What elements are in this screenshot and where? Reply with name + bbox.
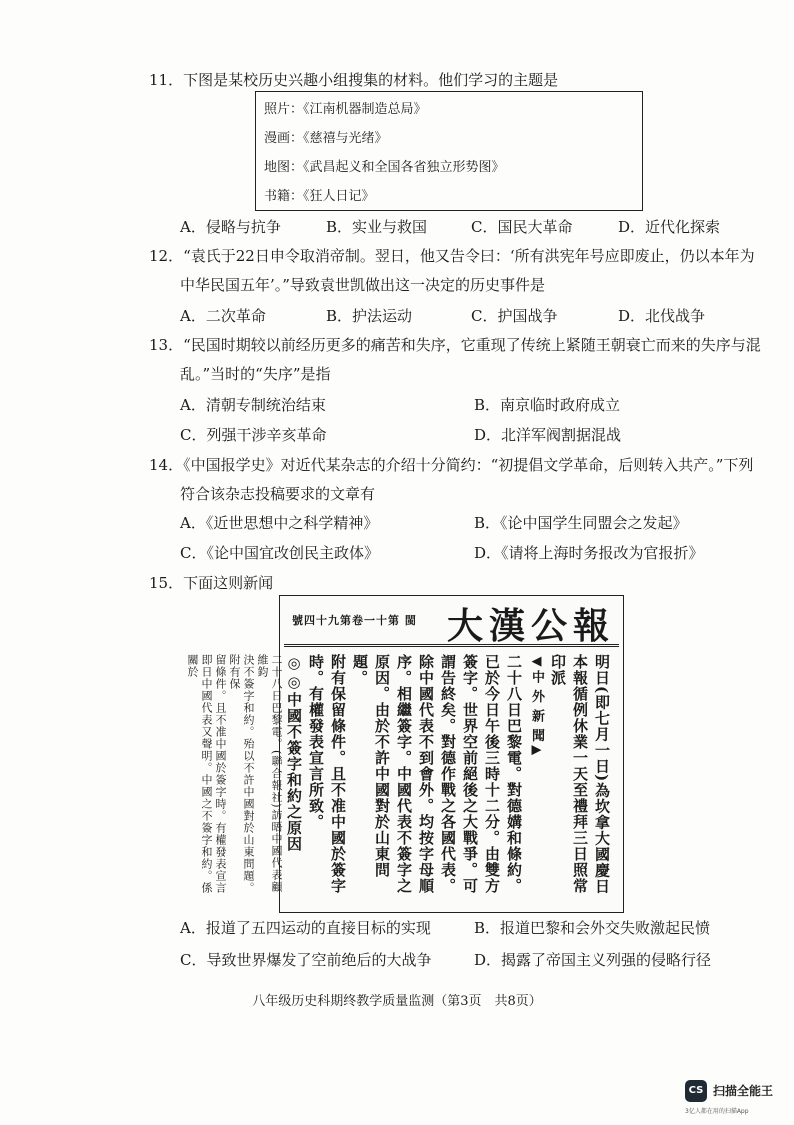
q14-stem-line1: 14．《中国报学史》对近代某杂志的介绍十分简约：“初提倡文学革命，后则转入共产。”下列 [149,456,754,474]
news-column: 印派 [549,654,567,686]
news-column: 簽字。世界空前絕後之大戰爭。可 [461,654,479,894]
q12-option-a: A．二次革命 [180,307,266,325]
q11-option-d: D．近代化探索 [618,218,721,236]
q12-option-d: D．北伐战争 [618,307,706,325]
q12-option-c: C．护国战争 [471,307,558,325]
q11-material-photo: 照片：《江南机器制造总局》 [264,102,427,117]
news-column: 序。相繼簽字。中國代表不簽字之 [395,654,413,894]
q13-stem-line1: 13．“民国时期较以前经历更多的痛苦和失序，它重现了传统上紧随王朝衰亡而来的失序与混 [149,336,761,354]
news-column: 謂告終矣。對德作戰之各國代表。 [439,654,457,894]
q14-option-c: C．《论中国宜改创民主政体》 [180,544,379,562]
q11-option-c: C．国民大革命 [471,218,573,236]
news-column-small: 留條件。且不准中國於簽字時。有權發表宣言 [214,654,227,894]
q11-material-book: 书籍：《狂人日记》 [264,189,375,204]
q15-option-c: C．导致世界爆发了空前绝后的大战争 [180,951,432,969]
news-column: 附有保留條件。且不准中國於簽字 [329,654,347,894]
q14-option-d: D．《请将上海时务报改为官报折》 [474,544,704,562]
camscanner-logo-icon: CS [685,1080,707,1102]
q11-stem: 11．下图是某校历史兴趣小组搜集的材料。他们学习的主题是 [149,71,559,89]
q14-option-a: A．《近世思想中之科学精神》 [180,514,379,532]
news-column: 明日(即七月一日)為坎拿大國慶日 [593,654,611,895]
news-column-headline: ◎◎中國不簽字和約之原因 [285,654,303,852]
page-footer: 八年级历史科期终教学质量监测（第3页 共8页） [252,994,542,1009]
q13-option-b: B．南京临时政府成立 [474,396,621,414]
news-column: 原因。由於不許中國對於山東問題。 [351,654,391,878]
q11-material-map: 地图：《武昌起义和全国各省独立形势图》 [264,160,505,175]
q13-option-d: D．北洋军阀割据混战 [474,426,622,444]
scanner-tagline: 3亿人都在用的扫描App [685,1108,749,1115]
q15-option-b: B．报道巴黎和会外交失败激起民愤 [474,919,711,937]
q14-option-b: B．《论中国学生同盟会之发起》 [474,514,688,532]
news-column-small: 決不簽字和約。殆以不許中國對於山東問題。附有保 [228,654,255,894]
q12-stem-line1: 12．“袁氏于22日申令取消帝制。翌日，他又告令曰：‘所有洪宪年号应即废止，仍以本年为 [149,247,755,265]
news-column: 已於今日午後三時十二分。由雙方 [483,654,501,894]
q13-option-a: A．清朝专制统治结束 [180,396,326,414]
news-column: 二十八日巴黎電。對德媾和條約。 [505,654,523,894]
masthead-divider [284,644,619,647]
q11-option-a: A．侵略与抗争 [180,218,281,236]
q13-option-c: C．列强干涉辛亥革命 [180,426,327,444]
newspaper-columns [186,654,613,904]
q11-material-cartoon: 漫画：《慈禧与光绪》 [264,131,388,146]
q11-option-b: B．实业与救国 [326,218,428,236]
q15-stem: 15．下面这则新闻 [149,574,274,592]
newspaper-clipping [186,595,624,913]
news-section-heading: ◀中 外 新 聞▶ [529,654,544,759]
q13-stem-line2: 乱。”当时的“失序”是指 [180,365,331,383]
scanner-app-name: 扫描全能王 [713,1084,774,1098]
news-column: 本報循例休業一天至禮拜三日照常 [571,654,589,894]
scanner-watermark [683,1080,793,1120]
q14-stem-line2: 符合该杂志投稿要求的文章有 [180,485,376,503]
newspaper-issue-number: 號四十九第卷一十第 閩 [292,614,417,627]
news-column: 時。有權發表宣言所致。 [307,654,325,830]
news-column: 除中國代表不到會外。均按字母順 [417,654,435,894]
q11-material-box [255,91,643,211]
q12-stem-line2: 中华民国五年’。”导致袁世凯做出这一决定的历史事件是 [180,276,545,294]
newspaper-masthead: 大漢公報 [446,605,615,647]
q12-option-b: B．护法运动 [326,307,413,325]
q15-option-a: A．报道了五四运动的直接目标的实现 [180,919,431,937]
news-column-small: 二十八日巴黎電。(聯合報社)訪晤中國代表顧維鈞 [256,654,283,893]
news-column-small: 即日中國代表又聲明。中國之不簽字和約。係關於 [186,654,213,894]
q15-option-d: D．揭露了帝国主义列强的侵略行径 [474,951,712,969]
